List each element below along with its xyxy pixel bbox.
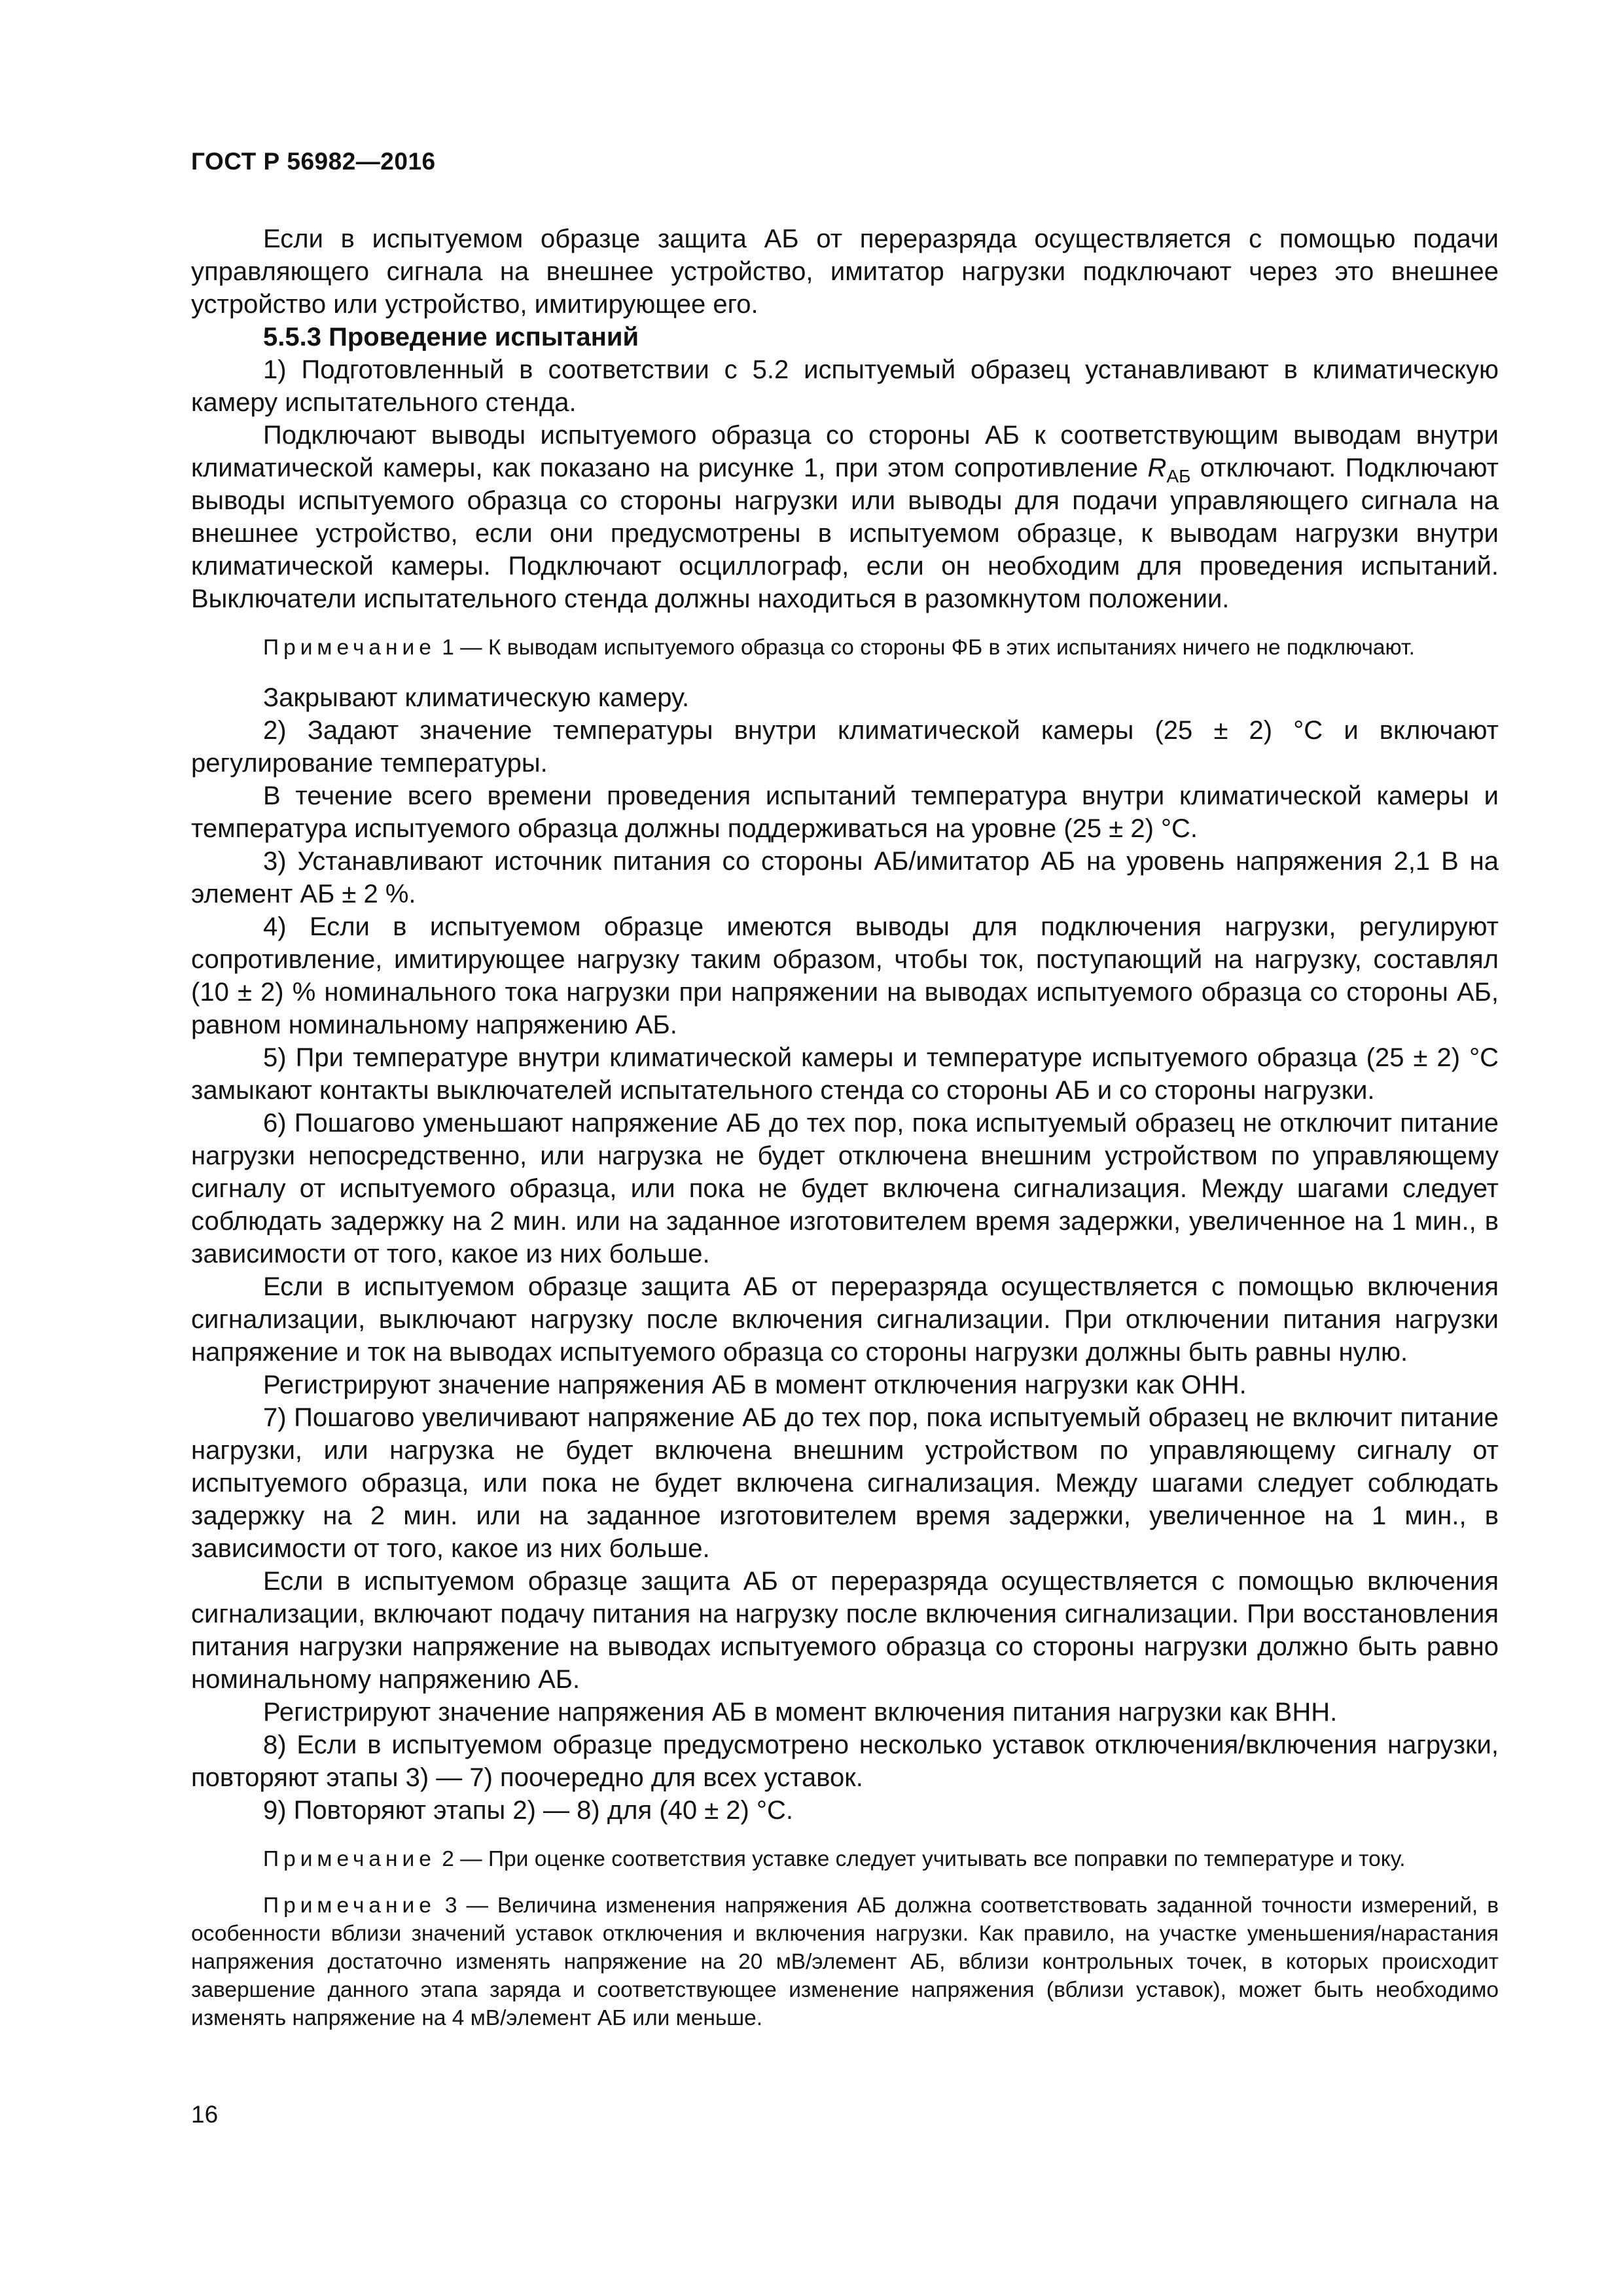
- paragraph-text: отключают. Подключают выводы испытуемого образца со стороны нагрузки или выводы для подачи управляющего сигнала на внешнее устройство, если они предусмотрены в испытуемом образце, к выводам нагрузки внутри климатической камеры. Подключают осциллограф, если он необходим для проведения испытаний. Выключатели испытательного стенда должны находиться в разомкнутом положении.: [191, 454, 1499, 613]
- paragraph: 6) Пошагово уменьшают напряжение АБ до тех пор, пока испытуемый образец не отключит питание нагрузки непосредственно, или нагрузка не будет отключена внешним устройством по управляющему сигналу от испытуемого образца, или пока не будет включена сигнализация. Между шагами следует соблюдать задержку на 2 мин. или на заданное изготовителем время задержки, увеличенное на 1 мин., в зависимости от того, какое из них больше.: [191, 1109, 1499, 1268]
- paragraph: 7) Пошагово увеличивают напряжение АБ до тех пор, пока испытуемый образец не включит питание нагрузки, или нагрузка не будет включена внешним устройством по управляющему сигналу от испытуемого образца, или пока не будет включена сигнализация. Между шагами следует соблюдать задержку на 2 мин. или на заданное изготовителем время задержки, увеличенное на 1 мин., в зависимости от того, какое из них больше.: [191, 1403, 1499, 1563]
- document-body: [191, 223, 1499, 2032]
- section-heading: 5.5.3 Проведение испытаний: [263, 323, 639, 351]
- paragraph: Если в испытуемом образце защита АБ от переразряда осуществляется с помощью подачи управляющего сигнала на внешнее устройство, имитатор нагрузки подключают через это внешнее устройство или устройство, имитирующее его.: [191, 224, 1499, 319]
- paragraph: Регистрируют значение напряжения АБ в момент включения питания нагрузки как ВНН.: [263, 1698, 1338, 1727]
- paragraph: 5) При температуре внутри климатической камеры и температуре испытуемого образца (25 ± 2) °С замыкают контакты выключателей испытательного стенда со стороны АБ и со стороны нагрузки.: [191, 1043, 1499, 1105]
- note-3: [191, 1892, 1499, 2032]
- paragraph: 8) Если в испытуемом образце предусмотрено несколько уставок отключения/включения нагрузки, повторяют этапы 3) — 7) поочередно для всех уставок.: [191, 1731, 1499, 1792]
- resistance-symbol: R: [1147, 454, 1167, 482]
- paragraph: 1) Подготовленный в соответствии с 5.2 испытуемый образец устанавливают в климатическую камеру испытательного стенда.: [191, 355, 1499, 417]
- note-text: 1 — К выводам испытуемого образца со стороны ФБ в этих испытаниях ничего не подключают.: [435, 636, 1415, 660]
- paragraph: 3) Устанавливают источник питания со стороны АБ/имитатор АБ на уровень напряжения 2,1 В на элемент АБ ± 2 %.: [191, 847, 1499, 908]
- note-label: Примечание: [263, 1847, 436, 1871]
- note-text: 3 — Величина изменения напряжения АБ должна соответствовать заданной точности измерений, в особенности вблизи значений уставок отключения и включения нагрузки. Как правило, на участке уменьшения/нарастания напряжения достаточно изменять напряжение на 20 мВ/элемент АБ, вблизи контрольных точек, в которых происходит завершение данного этапа заряда и соответствующее изменение напряжения (вблизи уставок), может быть необходимо изменять напряжение на 4 мВ/элемент АБ или меньше.: [191, 1893, 1499, 2030]
- page-number: 16: [191, 2101, 219, 2128]
- paragraph: 9) Повторяют этапы 2) — 8) для (40 ± 2) °С.: [263, 1796, 793, 1825]
- paragraph: Закрывают климатическую камеру.: [263, 683, 690, 712]
- note-label: Примечание: [263, 1893, 436, 1918]
- paragraph: [191, 419, 1499, 615]
- paragraph: Если в испытуемом образце защита АБ от переразряда осуществляется с помощью включения сигнализации, включают подачу питания на нагрузку после включения сигнализации. При восстановления питания нагрузки напряжение на выводах испытуемого образца со стороны нагрузки должно быть равно номинальному напряжению АБ.: [191, 1567, 1499, 1694]
- paragraph-text: Подключают выводы испытуемого образца со стороны АБ к соответствующим выводам внутри климатической камеры, как показано на рисунке 1, при этом сопротивление: [191, 421, 1499, 482]
- paragraph: 4) Если в испытуемом образце имеются выводы для подключения нагрузки, регулируют сопротивление, имитирующее нагрузку таким образом, чтобы ток, поступающий на нагрузку, составлял (10 ± 2) % номинального тока нагрузки при напряжении на выводах испытуемого образца со стороны АБ, равном номинальному напряжению АБ.: [191, 912, 1499, 1039]
- note-label: Примечание: [263, 636, 436, 660]
- paragraph: Если в испытуемом образце защита АБ от переразряда осуществляется с помощью включения сигнализации, выключают нагрузку после включения сигнализации. При отключении питания нагрузки напряжение и ток на выводах испытуемого образца со стороны нагрузки должны быть равны нулю.: [191, 1272, 1499, 1367]
- paragraph: 2) Задают значение температуры внутри климатической камеры (25 ± 2) °С и включают регулирование температуры.: [191, 716, 1499, 778]
- note-text: 2 — При оценке соответствия уставке следует учитывать все поправки по температуре и току.: [435, 1847, 1406, 1871]
- document-header: ГОСТ Р 56982—2016: [191, 148, 436, 175]
- resistance-subscript: АБ: [1166, 466, 1191, 486]
- paragraph: В течение всего времени проведения испытаний температура внутри климатической камеры и температура испытуемого образца должны поддерживаться на уровне (25 ± 2) °С.: [191, 781, 1499, 843]
- note-1: [191, 634, 1499, 662]
- note-2: [191, 1845, 1499, 1873]
- paragraph: Регистрируют значение напряжения АБ в момент отключения нагрузки как ОНН.: [263, 1371, 1247, 1399]
